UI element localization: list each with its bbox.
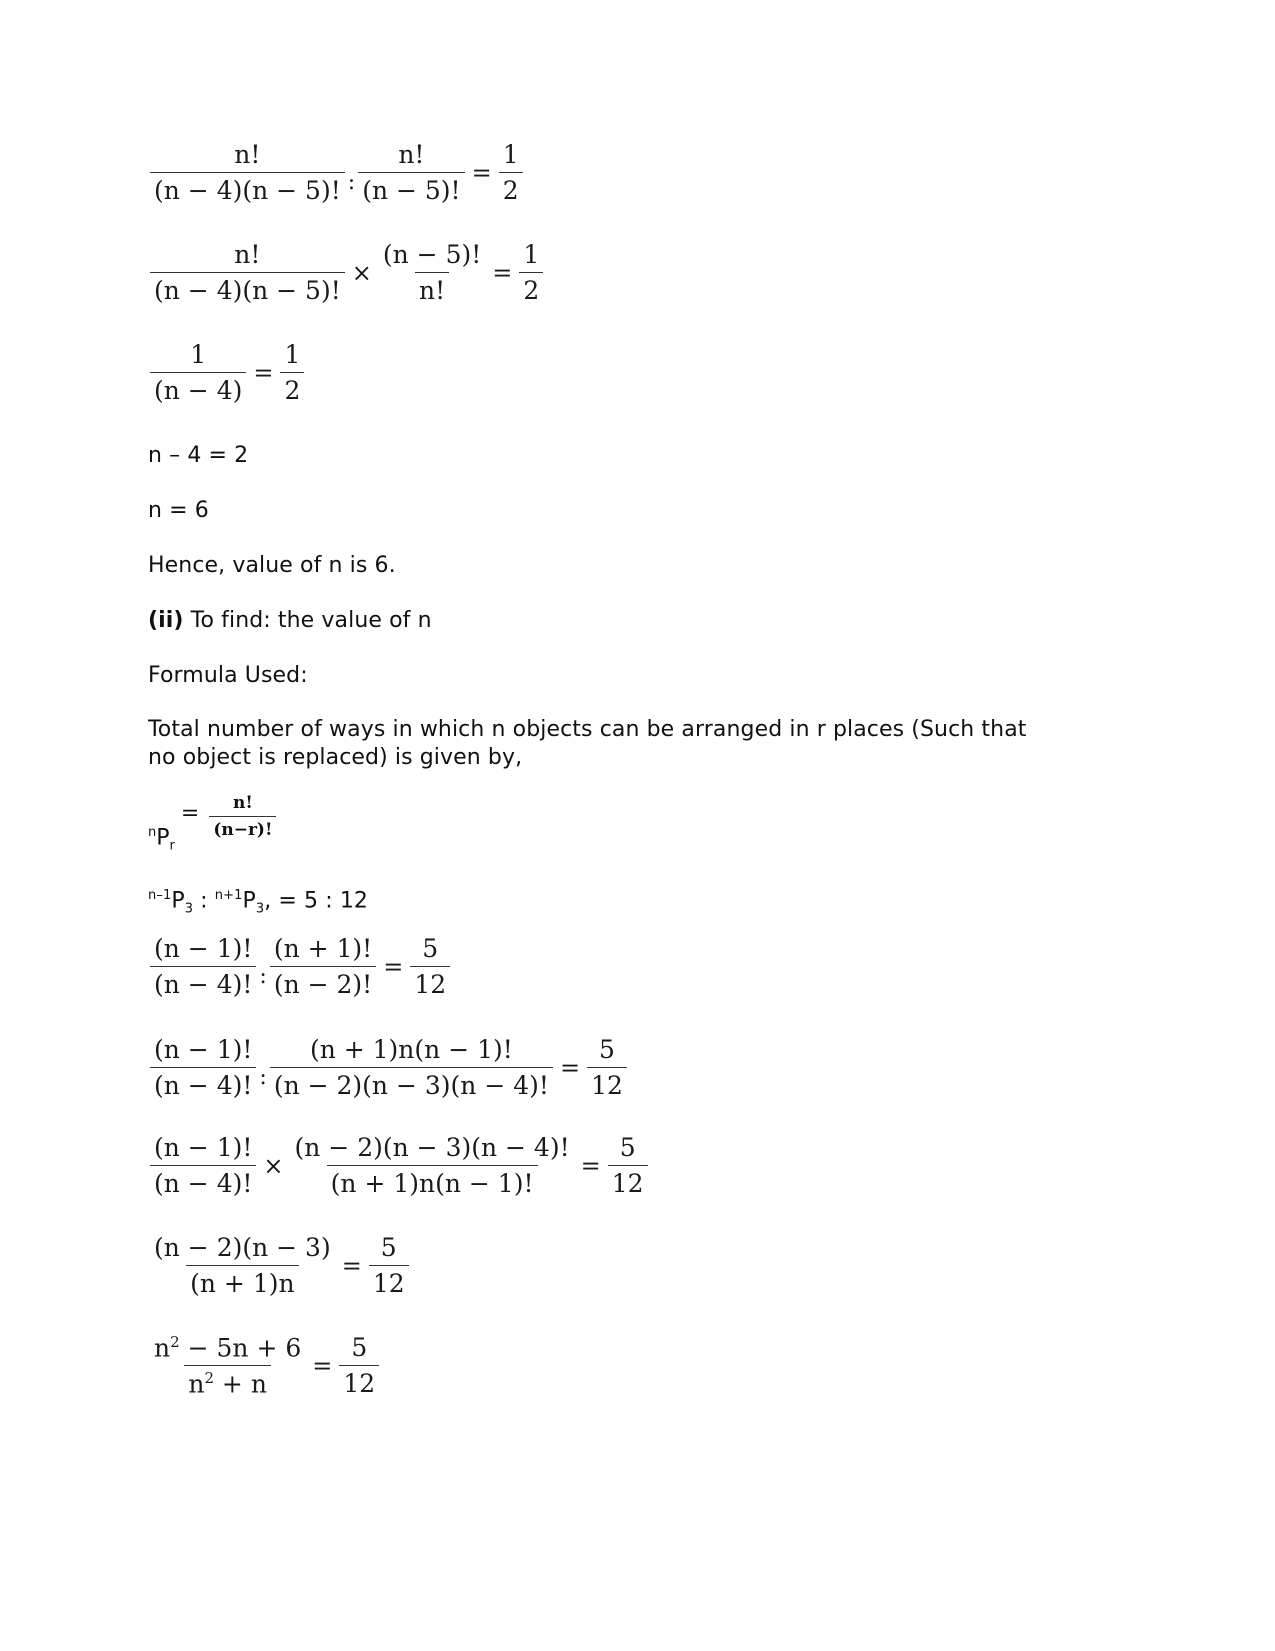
times-sign: × [351,258,372,287]
fraction: $\frac{n!}{(n - 5)!}$ [358,140,464,205]
fraction: $\frac{(n - 2)(n - 3)(n - 4)!}{(n + 1)n(n - 1)!}$ [294,1133,570,1198]
equation-8 [148,1333,381,1399]
part-text: To find: the value of n [183,608,432,633]
ratio-colon: : [259,1065,267,1090]
equals-sign: = [341,1251,362,1280]
ratio-colon: : [347,170,356,195]
fraction: $\frac{n!}{(n - 4)(n - 5)!}$ [150,240,345,305]
equals-sign: = [580,1151,601,1180]
fraction: $\frac{5}{12}$ [369,1233,409,1298]
fraction: $\frac{5}{12}$ [339,1333,379,1398]
equation-2 [148,240,545,305]
fraction: $\frac{1}{2}$ [499,140,523,205]
equals-sign: = [471,158,492,187]
equation-4 [148,934,452,999]
npr-symbol: $^nP_r$ [148,825,175,854]
npr-formula [148,793,278,854]
equation-line-n-equals-6: n = 6 [148,498,209,523]
fraction: $\frac{5}{12}$ [608,1133,648,1198]
equals-sign: = [180,801,200,826]
fraction: $\frac{(n - 2)(n - 3)}{(n + 1)n}$ [154,1233,331,1298]
fraction: $\frac{n!}{(n-r)!}$ [209,793,276,840]
equals-sign: = [253,358,274,387]
equation-5 [148,1035,629,1100]
fraction: $\frac{1}{2}$ [519,240,543,305]
conclusion-text: Hence, value of n is 6. [148,553,396,578]
equation-7 [148,1233,411,1298]
part-ii-heading [148,607,432,635]
equals-sign: = [492,258,513,287]
fraction: $\frac{(n - 5)!}{n!}$ [382,240,482,305]
equation-3 [148,340,306,405]
fraction: $\frac{1}{2}$ [280,340,304,405]
equals-sign: = [383,952,404,981]
equals-sign: = [559,1053,581,1082]
equation-6 [148,1133,650,1198]
fraction: $\frac{n^2 - 5n + 6}{n^2 + n}$ [154,1333,302,1399]
fraction: $\frac{5}{12}$ [410,934,450,999]
fraction: $\frac{(n - 1)!}{(n - 4)!}$ [150,1133,256,1198]
part-label: (ii) [148,608,184,633]
fraction: $\frac{(n + 1)!}{(n - 2)!}$ [270,934,376,999]
fraction: $\frac{(n - 1)!}{(n - 4)!}$ [150,1035,256,1100]
ratio-colon: : [259,964,267,989]
fraction: $\frac{(n - 1)!}{(n - 4)!}$ [150,934,256,999]
fraction: $\frac{5}{12}$ [587,1035,627,1100]
fraction: $\frac{(n + 1)n(n - 1)!}{(n - 2)(n - 3)(n - 4)!}$ [270,1035,553,1100]
equation-line-n-minus-4: n – 4 = 2 [148,443,249,468]
fraction: $\frac{1}{(n - 4)}$ [150,340,246,405]
formula-heading: Formula Used: [148,663,308,688]
fraction: $\frac{n!}{(n - 4)(n - 5)!}$ [150,140,345,205]
ratio-line: $^{n-1}P_3$ : $^{n+1}P_3$, = 5 : 12 [148,888,369,917]
formula-description: Total number of ways in which n objects can be arranged in r places (Such that no object is replaced) is given by, [148,717,1027,770]
equation-1 [148,140,525,205]
equals-sign: = [312,1351,333,1380]
times-sign: × [263,1151,284,1180]
